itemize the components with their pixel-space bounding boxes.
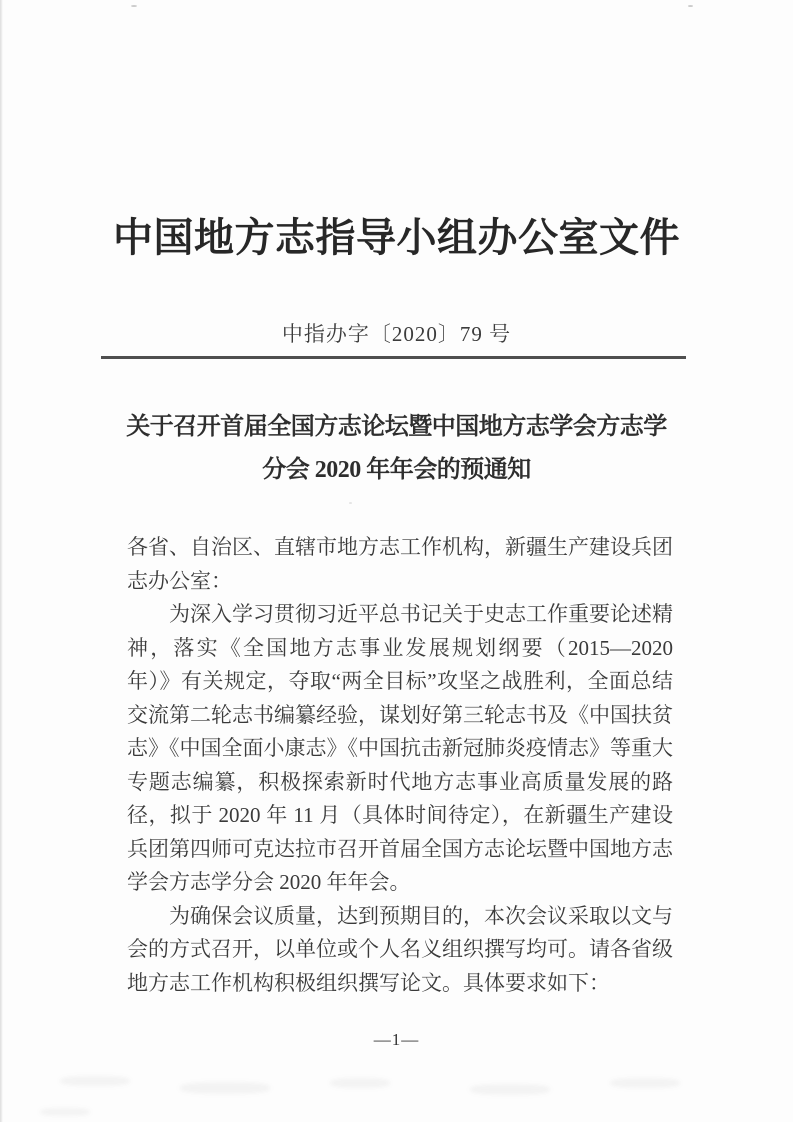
document-title-line1: 关于召开首届全国方志论坛暨中国地方志学会方志学: [126, 414, 667, 440]
scanner-edge-artifact: [0, 0, 3, 1122]
header-divider-line: [101, 356, 686, 359]
scan-smudge: [330, 1078, 390, 1088]
page-number: —1—: [373, 1030, 420, 1049]
document-title-line2: 分会 2020 年年会的预通知: [262, 457, 531, 483]
document-title: [0, 406, 793, 492]
document-body: [127, 531, 673, 1000]
body-paragraph-2: 为确保会议质量，达到预期目的，本次会议采取以文与会的方式召开，以单位或个人名义组织撰写均可。请各省级地方志工作机构积极组织撰写论文。具体要求如下：: [127, 903, 673, 995]
scan-smudge: [180, 1082, 270, 1094]
scan-smudge: [610, 1078, 680, 1088]
scan-smudge: [60, 1076, 130, 1086]
scan-speck: [349, 502, 352, 504]
issuing-authority-title: 中国地方志指导小组办公室文件: [113, 215, 680, 260]
scan-speck: [688, 5, 693, 7]
document-number: 中指办字〔2020〕79 号: [281, 322, 512, 346]
salutation-line: 各省、自治区、直辖市地方志工作机构，新疆生产建设兵团志办公室：: [127, 535, 673, 593]
scan-smudge: [470, 1084, 550, 1095]
scan-speck: [131, 5, 137, 7]
body-paragraph-1: 为深入学习贯彻习近平总书记关于史志工作重要论述精神，落实《全国地方志事业发展规划纲要（2015—2020 年）》有关规定，夺取“两全目标”攻坚之战胜利，全面总结交流第二轮志书编纂经验，谋划好第三轮志书及《中国扶贫志》《中国全面小康志》《中国抗击新冠肺炎疫情志》等重大专题志编纂，积极探索新时代地方志事业高质量发展的路径，拟于 2020 年 11 月（具体时间待定），在新疆生产建设兵团第四师可克达拉市召开首届全国方志论坛暨中国地方志学会方志学分会 2020 年年会。: [127, 602, 673, 894]
scan-smudge: [40, 1108, 90, 1116]
